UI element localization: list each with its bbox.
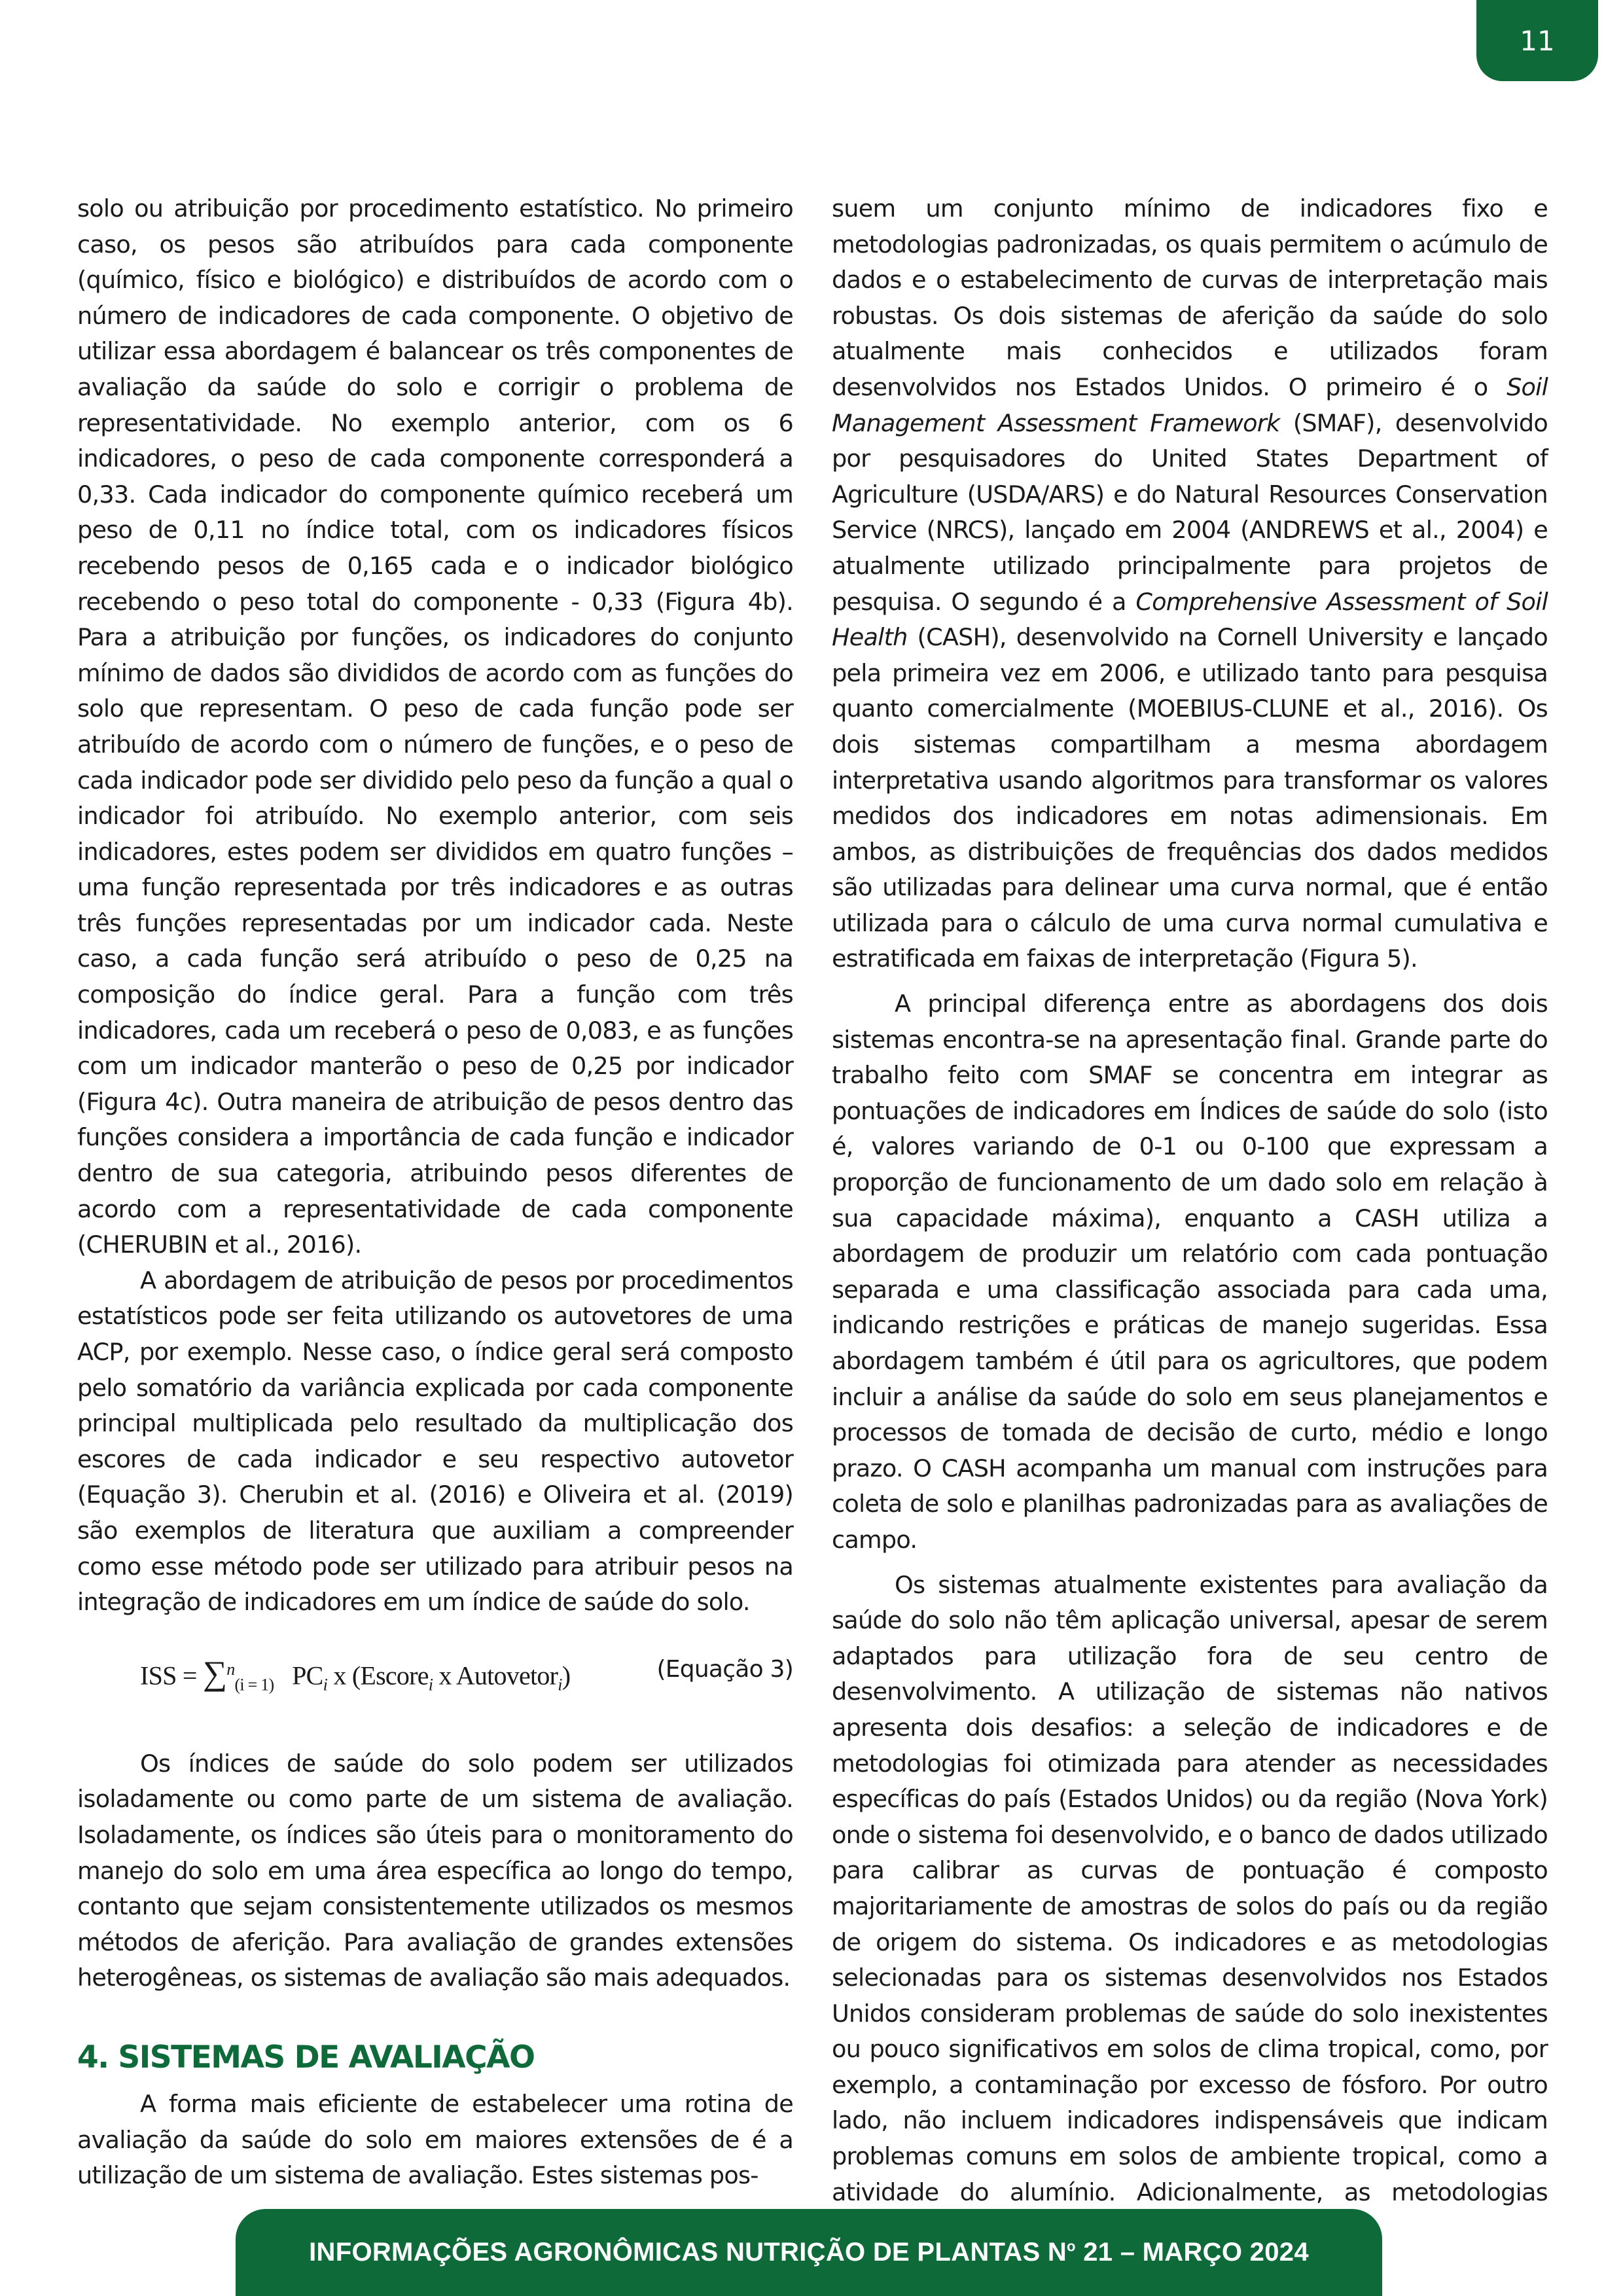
italic-title-smaf: Soil Management Assessment Framework [832, 372, 1548, 437]
paragraph [832, 191, 1548, 977]
equation-lhs: ISS = [140, 1660, 197, 1691]
footer-ordinal: o [1067, 2238, 1076, 2255]
equation-close-paren: ) [562, 1660, 571, 1691]
text-run: (CASH), desenvolvido na Cornell University e lançado pela primeira vez em 2006, e utilizado tanto para pesquisa quanto comercialmente (MOEBIUS-CLUNE et al., 2016). Os dois sistemas compartilham a mesma abordagem interpretativa usando algoritmos para transformar os valores medidos dos indicadores em notas adimensionais. Em ambos, as distribuições de frequências dos dados medidos são utilizadas para delinear uma curva normal, que é então utilizada para o cálculo de uma curva normal cumulativa e estratificada em faixas de interpretação (Figura 5). [832, 623, 1548, 973]
equation-subscript-i: i [323, 1675, 328, 1695]
equation-escore: x (Escore [333, 1660, 429, 1691]
footer-text-b: 21 – MARÇO 2024 [1075, 2238, 1309, 2267]
paragraph: Os sistemas atualmente existentes para avaliação da saúde do solo não têm aplicação universal, apesar de serem adaptados para utilização fora de seu centro de desenvolvimento. A utilização de sistemas não nativos apresenta dois desafios: a seleção de indicadores e de metodologias foi otimizada para atender as necessidades específicas do país (Estados Unidos) ou da região (Nova York) onde o sistema foi desenvolvido, e o banco de dados utilizado para calibrar as curvas de pontuação é composto majoritariamente de amostras de solos do país ou da região de origem do sistema. Os indicadores e as metodologias selecionadas para os sistemas desenvolvidos nos Estados Unidos consideram problemas de saúde do solo inexistentes ou pouco significativos em solos de clima tropical, como, por exemplo, a contaminação por excesso de fósforo. Por outro lado, não incluem indicadores indispensáveis que indicam problemas comuns em solos de ambiente tropical, como a atividade do alumínio. Adicionalmente, as metodologias [832, 1570, 1548, 2206]
paragraph: A principal diferença entre as abordagens dos dois sistemas encontra-se na apresentação final. Grande parte do trabalho feito com SMAF se concentra em integrar as pontuações de indicadores em Índices de saúde do solo (isto é, valores variando de 0-1 ou 0-100 que expressam a proporção de funcionamento de um dado solo em relação à sua capacidade máxima), enquanto a CASH utiliza a abordagem de produzir um relatório com cada pontuação separada e uma classificação associada para cada uma, indicando restrições e práticas de manejo sugeridas. Essa abordagem também é útil para os agricultores, que podem incluir a análise da saúde do solo em seus planejamentos e processos de tomada de decisão de curto, médio e longo prazo. O CASH acompanha um manual com instruções para coleta de solo e planilhas padronizadas para as avaliações de campo. [832, 990, 1548, 1554]
equation-pc: PC [292, 1660, 323, 1691]
text-run: (SMAF), desenvolvido por pesquisadores do United States Department of Agriculture (USDA/ARS) e do Natural Resources Conservation Service (NRCS), lançado em 2004 (ANDREWS et al., 2004) e atualmente utilizado principalmente para projetos de pesquisa. O segundo é a [832, 408, 1548, 616]
summation-upper-limit: n [226, 1659, 235, 1679]
footer-bar [236, 2209, 1382, 2296]
italic-title-cash: Comprehensive Assessment of Soil Health [832, 587, 1548, 652]
footer-text-a: INFORMAÇÕES AGRONÔMICAS NUTRIÇÃO DE PLANTAS N [309, 2238, 1067, 2267]
equation-subscript-i: i [428, 1675, 433, 1695]
paragraph: A abordagem de atribuição de pesos por procedimentos estatísticos pode ser feita utilizando os autovetores de uma ACP, por exemplo. Nesse caso, o índice geral será composto pelo somatório da variância explicada por cada componente principal multiplicada pelo resultado da multiplicação dos escores de cada indicador e seu respectivo autovetor (Equação 3). Cherubin et al. (2016) e Oliveira et al. (2019) são exemplos de literatura que auxiliam a compreender como esse método pode ser utilizado para atribuir pesos na integração de indicadores em um índice de saúde do solo. [77, 1266, 793, 1617]
equation-3 [77, 1647, 793, 1717]
paragraph: solo ou atribuição por procedimento estatístico. No primeiro caso, os pesos são atribuídos para cada componente (químico, físico e biológico) e distribuídos de acordo com o número de indicadores de cada componente. O objetivo de utilizar essa abordagem é balancear os três componentes de avaliação da saúde do solo e corrigir o problema de representatividade. No exemplo anterior, com os 6 indicadores, o peso de cada componente corresponderá a 0,33. Cada indicador do componente químico receberá um peso de 0,11 no índice total, com os indicadores físicos recebendo pesos de 0,165 cada e o indicador biológico recebendo o peso total do componente - 0,33 (Figura 4b). Para a atribuição por funções, os indicadores do conjunto mínimo de dados são divididos de acordo com as funções do solo que representam. O peso de cada função pode ser atribuído de acordo com o número de funções, e o peso de cada indicador pode ser dividido pelo peso da função a qual o indicador foi atribuído. No exemplo anterior, com seis indicadores, estes podem ser divididos em quatro funções – uma função representada por três indicadores e as outras três funções representadas por um indicador cada. Neste caso, a cada função será atribuído o peso de 0,25 na composição do índice geral. Para a função com três indicadores, cada um receberá o peso de 0,083, e as funções com um indicador manterão o peso de 0,25 por indicador (Figura 4c). Outra maneira de atribuição de pesos dentro das funções considera a importância de cada função e indicador dentro de sua categoria, atribuindo pesos diferentes de acordo com a representatividade de cada componente (CHERUBIN et al., 2016). [77, 194, 793, 1259]
paragraph: Os índices de saúde do solo podem ser utilizados isoladamente ou como parte de um sistema de avaliação. Isoladamente, os índices são úteis para o monitoramento do manejo do solo em uma área específica ao longo do tempo, contanto que sejam consistentemente utilizados os mesmos métodos de aferição. Para avaliação de grandes extensões heterogêneas, os sistemas de avaliação são mais adequados. [77, 1749, 793, 1992]
equation-label: (Equação 3) [656, 1655, 793, 1683]
left-column [77, 191, 793, 2194]
equation-formula [140, 1652, 570, 1703]
summation-lower-limit: (i = 1) [234, 1675, 274, 1695]
equation-subscript-i: i [558, 1675, 562, 1695]
summation-sign: ∑ [202, 1655, 227, 1693]
text-run: suem um conjunto mínimo de indicadores fixo e metodologias padronizadas, os quais permitem o acúmulo de dados e o estabelecimento de curvas de interpretação mais robustas. Os dois sistemas de aferição da saúde do solo atualmente mais conhecidos e utilizados foram desenvolvidos nos Estados Unidos. O primeiro é o [832, 194, 1548, 401]
footer-text [309, 2238, 1309, 2267]
page-number: 11 [1520, 24, 1555, 57]
right-column [832, 191, 1548, 2246]
page-number-tab [1476, 0, 1598, 81]
section-heading: 4. SISTEMAS DE AVALIAÇÃO [77, 2039, 535, 2075]
paragraph: A forma mais eficiente de estabelecer uma rotina de avaliação da saúde do solo em maiores extensões de é a utilização de um sistema de avaliação. Estes sistemas pos- [77, 2089, 793, 2190]
equation-autovetor: x Autovetor [438, 1660, 558, 1691]
